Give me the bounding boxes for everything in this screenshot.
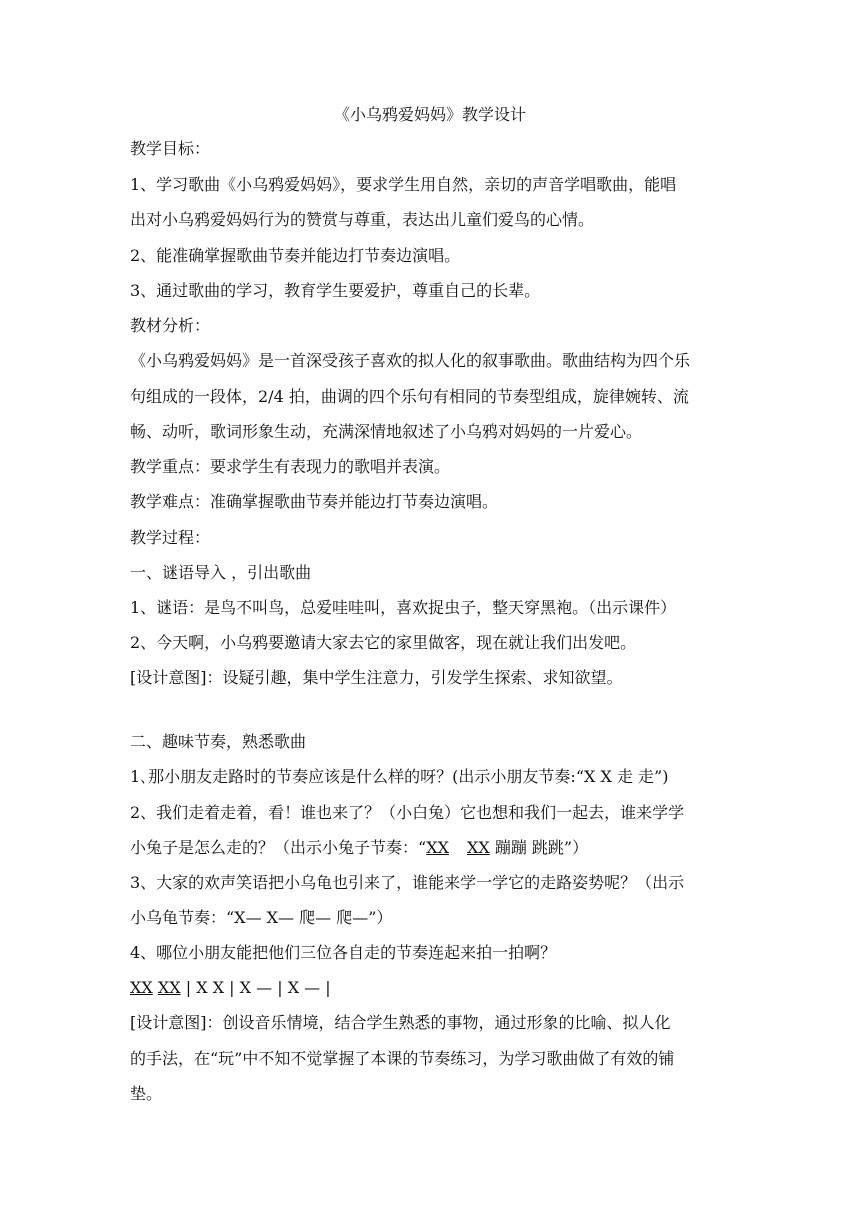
part-2-item-3-line-1: 3、大家的欢声笑语把小乌龟也引来了，谁能来学一学它的走路姿势呢？（出示 <box>130 873 685 892</box>
rhythm-rest: | X X | X — | X — | <box>180 978 331 997</box>
analysis-line-3: 畅、动听，歌词形象生动，充满深情地叙述了小乌鸦对妈妈的一片爱心。 <box>130 422 643 441</box>
part-2-item-4: 4、哪位小朋友能把他们三位各自走的节奏连起来拍一拍啊？ <box>130 943 557 962</box>
part-1-item-2: 2、今天啊，小乌鸦要邀请大家去它的家里做客，现在就让我们出发吧。 <box>130 633 637 652</box>
difficulty: 教学难点：准确掌握歌曲节奏并能边打节奏边演唱。 <box>130 492 499 511</box>
process-heading: 教学过程： <box>130 528 211 547</box>
part-2-intent-line-3: 垫。 <box>130 1084 163 1103</box>
part-2-item-2-line-1: 2、我们走着走着，看！谁也来了？（小白兔）它也想和我们一起去，谁来学学 <box>130 803 685 822</box>
key-point: 教学重点：要求学生有表现力的歌唱并表演。 <box>130 457 451 476</box>
goals-heading: 教学目标： <box>130 139 211 158</box>
analysis-line-2: 句组成的一段体，2/4 拍，曲调的四个乐句有相同的节奏型组成，旋律婉转、流 <box>130 387 689 406</box>
part-2-item-1: 1､那小朋友走路时的节奏应该是什么样的呀？(出示小朋友节奏:“X X 走 走”) <box>130 767 669 786</box>
part-2-intent-line-2: 的手法，在“玩”中不知不觉掌握了本课的节奏练习，为学习歌曲做了有效的铺 <box>130 1049 675 1068</box>
text-segment: 蹦蹦 跳跳”） <box>489 838 589 857</box>
goal-1-line-2: 出对小乌鸦爱妈妈行为的赞赏与尊重，表达出儿童们爱鸟的心情。 <box>130 210 595 229</box>
part-2-item-2-line-2 <box>130 837 588 859</box>
goal-3: 3、通过歌曲的学习，教育学生要爱护，尊重自己的长辈。 <box>130 281 541 300</box>
rhythm-xx: XX <box>157 978 181 997</box>
analysis-line-1: 《小乌鸦爱妈妈》是一首深受孩子喜欢的拟人化的叙事歌曲。歌曲结构为四个乐 <box>130 351 691 370</box>
part-1-item-1: 1、谜语：是鸟不叫鸟，总爱哇哇叫，喜欢捉虫子，整天穿黑袍。（出示课件） <box>130 598 677 617</box>
rhythm-xx: XX <box>466 838 490 857</box>
rhythm-xx: XX <box>130 978 153 997</box>
part-2-heading: 二、趣味节奏，熟悉歌曲 <box>130 732 307 751</box>
part-1-intent: [设计意图]：设疑引趣，集中学生注意力，引发学生探索、求知欲望。 <box>130 668 623 687</box>
goal-2: 2、能准确掌握歌曲节奏并能边打节奏边演唱。 <box>130 246 461 265</box>
part-2-intent-line-1: [设计意图]：创设音乐情境，结合学生熟悉的事物，通过形象的比喻、拟人化 <box>130 1013 671 1032</box>
document-title: 《小乌鸦爱妈妈》教学设计 <box>333 105 526 124</box>
part-1-heading: 一、谜语导入 ，引出歌曲 <box>130 563 312 582</box>
text-segment: 小兔子是怎么走的？（出示小兔子节奏：“ <box>130 838 427 857</box>
part-2-item-3-line-2: 小乌龟节奏：“X— X— 爬— 爬—”） <box>130 908 393 927</box>
rhythm-xx: XX <box>426 838 449 857</box>
analysis-heading: 教材分析： <box>130 316 211 335</box>
goal-1-line-1: 1、学习歌曲《小乌鸦爱妈妈》，要求学生用自然，亲切的声音学唱歌曲，能唱 <box>130 175 677 194</box>
rhythm-line <box>130 977 331 999</box>
